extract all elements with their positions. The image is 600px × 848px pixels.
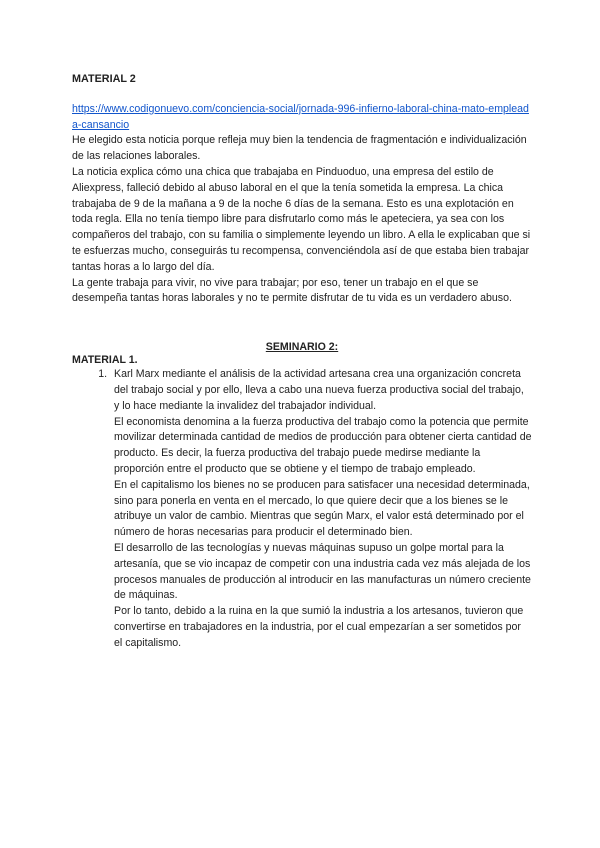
paragraph: 1. Karl Marx mediante el análisis de la actividad artesana crea una organización concreta del trabajo social y por ello, lleva a cabo una nueva fuerza productiva social del trabajo, y lo hace mediante la invalidez del trabajador individual. (114, 368, 524, 412)
list-item (110, 367, 532, 651)
document-page (72, 72, 532, 652)
material1-heading: MATERIAL 1. (72, 354, 138, 367)
paragraph: Por lo tanto, debido a la ruina en la que sumió la industria a los artesanos, tuvieron que convertirse en trabajadores en la industria, por el cual empezarían a ser sometidos por el capitalismo. (114, 605, 524, 649)
paragraph: El desarrollo de las tecnologías y nuevas máquinas supuso un golpe mortal para la artesanía, que se vio incapaz de competir con una industria cada vez más alejada de los procesos manuales de producción al introducir en las manufacturas un número creciente de máquinas. (114, 541, 531, 602)
news-link[interactable]: https://www.codigonuevo.com/conciencia-social/jornada-996-infierno-laboral-china-mato-empleada-cansancio (72, 102, 529, 131)
paragraph: La gente trabaja para vivir, no vive para trabajar; por eso, tener un trabajo en el que se desempeña tantas horas laborales y no te permite disfrutar de tu vida es un verdadero abuso. (72, 276, 512, 305)
paragraph: El economista denomina a la fuerza productiva del trabajo como la potencia que permite movilizar determinada cantidad de medios de producción para obtener cierta cantidad de producto. Es decir, la fuerza productiva del trabajo puede medirse mediante la proporción entre el producto que se obtiene y el tiempo de trabajo empleado. (114, 415, 532, 475)
material2-heading: MATERIAL 2 (72, 73, 136, 85)
paragraph: He elegido esta noticia porque refleja muy bien la tendencia de fragmentación e individualización de las relaciones laborales. (72, 134, 527, 163)
paragraph: La noticia explica cómo una chica que trabajaba en Pinduoduo, una empresa del estilo de Aliexpress, falleció debido al abuso laboral en el que la tenía sometida la empresa. La chica trabajaba de 9 de la mañana a 9 de la noche 6 días de la semana. Esto es una explotación en toda regla. Ella no tenía tiempo libre para disfrutarlo como más le apeteciera, ya sea con los compañeros del trabajo, con su familia o simplemente leyendo un libro. A ella le explicaban que si te esfuerzas mucho, conseguirás tu recompensa, convenciéndola así de que estaba bien trabajar tantas horas a lo largo del día. (72, 165, 531, 273)
numbered-list (72, 367, 532, 651)
paragraph: En el capitalismo los bienes no se producen para satisfacer una necesidad determinada, sino para ponerla en venta en el mercado, lo que quiere decir que a los bienes se le atribuye un valor de cambio. Mientras que según Marx, el valor está determinado por el número de horas necesarias para producir el determinado bien. (114, 478, 530, 539)
seminario-title: SEMINARIO 2: (265, 341, 339, 354)
